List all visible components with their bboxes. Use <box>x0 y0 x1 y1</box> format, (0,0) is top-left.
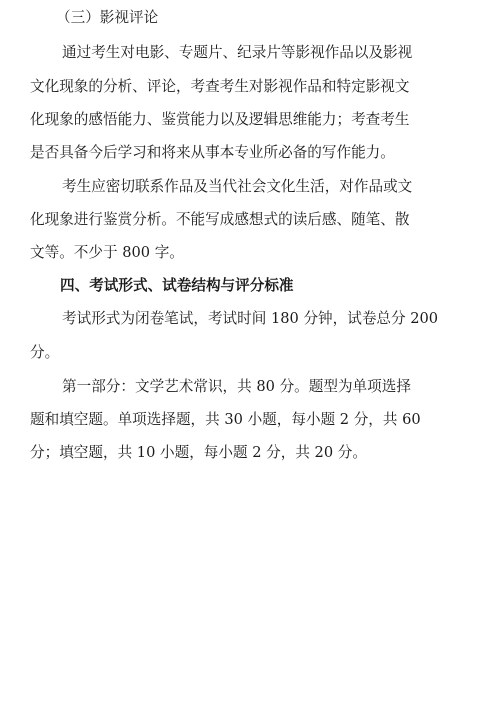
text-line: 文化现象的分析、评论，考查考生对影视作品和特定影视文 <box>30 78 410 95</box>
text-line: 题和填空题。单项选择题，共 30 小题，每小题 2 分，共 60 <box>30 411 421 428</box>
text-line: 通过考生对电影、专题片、纪录片等影视作品以及影视 <box>62 44 413 61</box>
text-line: 考试形式为闭卷笔试，考试时间 180 分钟，试卷总分 200 <box>62 310 439 327</box>
text-line: 分；填空题，共 10 小题，每小题 2 分，共 20 分。 <box>30 444 367 461</box>
text-line: 分。 <box>30 344 60 361</box>
section-heading-film-review: （三）影视评论 <box>56 9 159 26</box>
text-line: 考生应密切联系作品及当代社会文化生活，对作品或文 <box>62 178 413 195</box>
text-line: 化现象进行鉴赏分析。不能写成感想式的读后感、随笔、散 <box>30 211 410 228</box>
text-line: 化现象的感悟能力、鉴赏能力以及逻辑思维能力；考查考生 <box>30 111 410 128</box>
section-heading-exam-format: 四、考试形式、试卷结构与评分标准 <box>60 277 294 294</box>
text-line: 是否具备今后学习和将来从事本专业所必备的写作能力。 <box>30 144 395 161</box>
text-line: 文等。不少于 800 字。 <box>30 244 184 261</box>
text-line: 第一部分：文学艺术常识，共 80 分。题型为单项选择 <box>62 378 411 395</box>
